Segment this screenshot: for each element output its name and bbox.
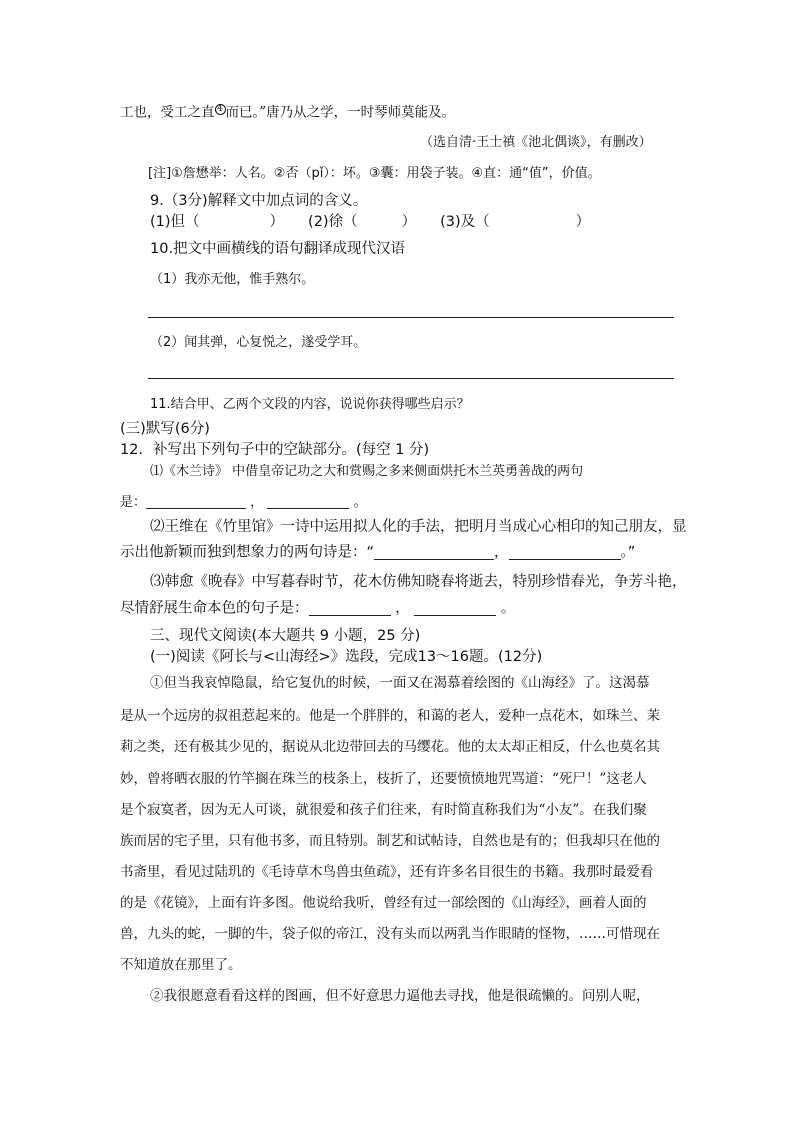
passage-line: 的是《花镜》，上面有许多图。他说给我听，曾经有过一部绘图的《山海经》，画着人面的 [120, 895, 647, 911]
separator: ， [250, 495, 264, 510]
section-title: (三)默写(6分) [120, 421, 210, 437]
option-1-close: ） [269, 214, 285, 230]
passage-line: 书斋里，看见过陆玑的《毛诗草木鸟兽虫鱼疏》，还有许多名目很生的书籍。我那时最爱看 [120, 864, 654, 880]
question-12-stem: 12．补写出下列句子中的空缺部分。(每空 1 分) [120, 442, 430, 458]
passage-line: ②我很愿意看看这样的图画，但不好意思力逼他去寻找，他是很疏懒的。问别人呢， [150, 988, 650, 1004]
fill-blank [309, 601, 391, 616]
question-12-part-3: ⑶韩愈《晚春》中写暮春时节，花木仿佛知晓春将逝去，特别珍惜春光，争芳斗艳， [150, 574, 687, 590]
footnote-marker: 4 [215, 104, 226, 115]
option-3-close: ） [575, 214, 591, 230]
question-10-sentence-2: （2）闻其弹，心复悦之，遂受学耳。 [150, 335, 367, 350]
annotation-note: [注]①詹懋举：人名。②否（pǐ）：坏。③囊：用袋子装。④直：通“值”，价值。 [148, 166, 601, 181]
part-title: 三、现代文阅读(本大题共 9 小题，25 分) [150, 628, 421, 644]
terminator: 。 [500, 600, 516, 617]
option-2: (2)徐（ [308, 214, 358, 230]
question-10-stem: 10.把文中画横线的语句翻译成现代汉语 [150, 241, 406, 257]
text-segment: 而已。”唐乃从之学，一时琴师莫能及。 [225, 104, 456, 121]
label: 示出他新颖而独到想象力的两句诗是：“ [120, 544, 375, 561]
question-12-part-1-answer [120, 494, 366, 509]
label: 尽情舒展生命本色的句子是： [120, 600, 309, 617]
question-12-part-3-answer [120, 601, 515, 616]
question-12-part-2: ⑵王维在《竹里馆》一诗中运用拟人化的手法，把明月当成心心相印的知己朋友，显 [150, 519, 687, 535]
passage-line: 莉之类，还有极其少见的，据说从北边带回去的马缨花。他的太太却正相反，什么也莫名其 [120, 739, 660, 755]
passage-line: ①但当我哀悼隐鼠，给它复仇的时候，一面又在渴慕着绘图的《山海经》了。这渴慕 [150, 675, 650, 691]
question-9-options [150, 215, 590, 230]
terminator: 。 [353, 495, 367, 510]
passage-line: 兽，九头的蛇，一脚的牛，袋子似的帝江，没有头而以两乳当作眼睛的怪物，……可惜现在 [120, 926, 660, 942]
fill-blank [146, 494, 246, 509]
option-3: (3)及（ [440, 214, 490, 230]
passage-line: 是个寂寞者，因为无人可谈，就很爱和孩子们往来，有时简直称我们为“小友”。在我们聚 [120, 802, 647, 818]
option-1: (1)但（ [150, 214, 200, 230]
question-9-stem: 9.（3分)解释文中加点词的含义。 [150, 193, 368, 209]
source-citation: （选自清·王士禛《池北偶谈》，有删改） [420, 135, 652, 150]
text-line [120, 104, 455, 120]
fill-blank [509, 545, 621, 560]
question-10-sentence-1: （1）我亦无他，惟手熟尔。 [150, 272, 315, 287]
answer-line [148, 378, 674, 379]
subsection-title: (一)阅读《阿长与<山海经>》选段，完成13～16题。(12分) [150, 649, 543, 665]
text-segment: 工也，受工之直 [120, 104, 215, 121]
passage-line: 族而居的宅子里，只有他书多，而且特别。制艺和试帖诗，自然也是有的；但我却只在他的 [120, 833, 660, 849]
question-12-part-1: ⑴《木兰诗》 中借皇帝记功之大和赏赐之多来侧面烘托木兰英勇善战的两句 [150, 464, 584, 479]
answer-line [148, 317, 674, 318]
separator: ， [494, 544, 509, 561]
passage-line: 妙，曾将晒衣服的竹竿搁在珠兰的枝条上，枝折了，还要愤愤地咒骂道：“死尸！”这老人 [120, 771, 647, 787]
question-12-part-2-answer [120, 545, 635, 560]
label: 是： [120, 495, 147, 510]
option-2-close: ） [401, 214, 417, 230]
terminator: 。” [620, 544, 636, 561]
fill-blank [374, 545, 494, 560]
passage-line: 不知道放在那里了。 [120, 957, 242, 973]
passage-line: 是从一个远房的叔祖惹起来的。他是一个胖胖的，和蔼的老人，爱种一点花木，如珠兰、茉 [120, 708, 660, 724]
fill-blank [414, 601, 496, 616]
separator: ， [395, 600, 410, 617]
fill-blank [267, 494, 349, 509]
question-11-stem: 11.结合甲、乙两个文段的内容，说说你获得哪些启示？ [150, 397, 470, 412]
